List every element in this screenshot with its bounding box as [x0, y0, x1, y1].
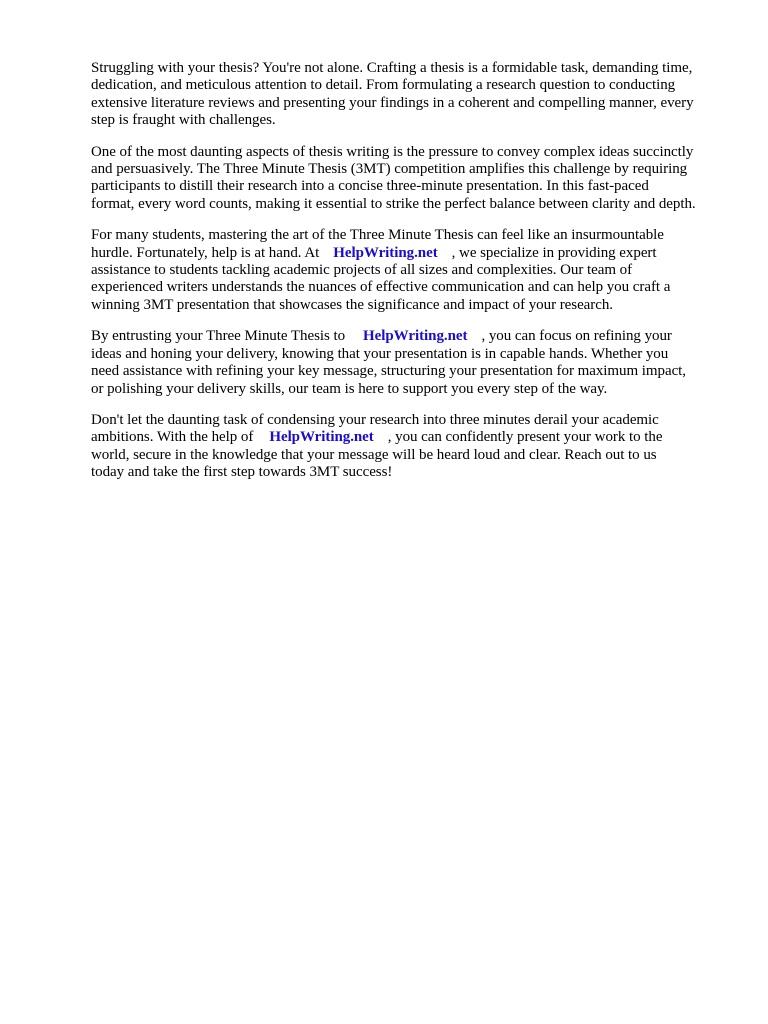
paragraph-call-to-action: [91, 412, 731, 482]
text-line: and persuasively. The Three Minute Thesis (3MT) competition amplifies this challenge by requiring: [91, 161, 688, 178]
text-line: For many students, mastering the art of the Three Minute Thesis can feel like an insurmountable: [91, 227, 664, 244]
text-line-with-link: [91, 328, 731, 345]
text-segment: , we specialize in providing expert: [451, 244, 657, 261]
helpwriting-link[interactable]: HelpWriting.net: [363, 328, 468, 345]
text-line: today and take the first step towards 3MT success!: [91, 464, 393, 481]
text-line-with-link: [91, 245, 731, 262]
paragraph-intro: [91, 60, 731, 130]
text-line: winning 3MT presentation that showcases the significance and impact of your research.: [91, 296, 613, 313]
text-line: Don't let the daunting task of condensing your research into three minutes derail your academic: [91, 411, 659, 428]
text-line: extensive literature reviews and presenting your findings in a coherent and compelling manner, every: [91, 94, 694, 111]
text-line: experienced writers understands the nuances of effective communication and can help you craft a: [91, 279, 671, 296]
text-line: One of the most daunting aspects of thesis writing is the pressure to convey complex ideas succinctly: [91, 143, 694, 160]
text-segment: , you can confidently present your work to the: [387, 429, 663, 446]
helpwriting-link[interactable]: HelpWriting.net: [269, 429, 374, 446]
helpwriting-link[interactable]: HelpWriting.net: [333, 244, 438, 261]
text-line: dedication, and meticulous attention to detail. From formulating a research question to conducting: [91, 77, 676, 94]
paragraph-help-offer: [91, 227, 731, 314]
text-segment: hurdle. Fortunately, help is at hand. At: [91, 244, 320, 261]
text-line: need assistance with refining your key message, structuring your presentation for maximum impact,: [91, 363, 686, 380]
text-line: format, every word counts, making it essential to strike the perfect balance between clarity and depth.: [91, 195, 696, 212]
text-segment: , you can focus on refining your: [481, 328, 672, 345]
text-segment: By entrusting your Three Minute Thesis to: [91, 328, 346, 345]
text-line: step is fraught with challenges.: [91, 112, 276, 129]
text-segment: ambitions. With the help of: [91, 429, 254, 446]
text-line: ideas and honing your delivery, knowing that your presentation is in capable hands. Whether you: [91, 345, 669, 362]
text-line: participants to distill their research into a concise three-minute presentation. In this fast-paced: [91, 178, 649, 195]
paragraph-3mt-challenge: [91, 144, 731, 214]
text-line: Struggling with your thesis? You're not alone. Crafting a thesis is a formidable task, demanding time,: [91, 60, 693, 76]
text-line-with-link: [91, 429, 731, 446]
text-line: world, secure in the knowledge that your message will be heard loud and clear. Reach out to us: [91, 446, 657, 463]
text-line: or polishing your delivery skills, our team is here to support you every step of the way.: [91, 380, 608, 397]
text-line: assistance to students tackling academic projects of all sizes and complexities. Our team of: [91, 262, 633, 279]
paragraph-entrusting: [91, 328, 731, 398]
document-page: [91, 60, 731, 496]
